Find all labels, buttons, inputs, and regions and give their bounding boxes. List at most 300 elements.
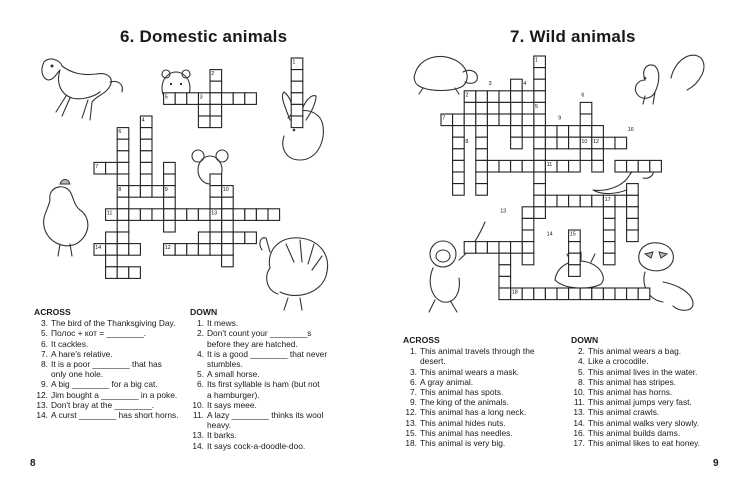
clue-text: This animal wears a mask. bbox=[420, 366, 520, 377]
crossword-cell[interactable] bbox=[557, 160, 569, 172]
crossword-cell[interactable] bbox=[222, 197, 234, 209]
clue-text: This animal wears a bag. bbox=[588, 346, 682, 357]
cell-number: 15 bbox=[569, 231, 576, 238]
crossword-cell[interactable] bbox=[222, 244, 234, 256]
crossword-cell[interactable] bbox=[175, 93, 187, 105]
clue-number: 13. bbox=[405, 417, 417, 428]
crossword-cell[interactable] bbox=[164, 162, 176, 174]
crossword-cell[interactable] bbox=[511, 137, 523, 149]
clue-item bbox=[403, 418, 573, 428]
crossword-cell[interactable] bbox=[210, 174, 222, 186]
clue-number: 1. bbox=[410, 346, 417, 357]
crossword-cell[interactable] bbox=[534, 207, 546, 219]
clue-item bbox=[571, 438, 731, 448]
crossword-cell[interactable] bbox=[140, 139, 152, 151]
crossword-cell[interactable] bbox=[580, 114, 592, 126]
crossword-cell[interactable] bbox=[164, 209, 176, 221]
crossword-cell[interactable] bbox=[511, 126, 523, 138]
crossword-cell[interactable] bbox=[210, 244, 222, 256]
crossword-cell[interactable] bbox=[487, 242, 499, 254]
crossword-cell[interactable] bbox=[117, 139, 129, 151]
crossword-cell[interactable] bbox=[569, 288, 581, 300]
crossword-cell[interactable] bbox=[627, 288, 639, 300]
crossword-cell[interactable] bbox=[627, 195, 639, 207]
crossword-cell[interactable] bbox=[580, 102, 592, 114]
crossword-cell[interactable] bbox=[222, 220, 234, 232]
crossword-cell[interactable] bbox=[603, 218, 615, 230]
crossword-cell[interactable] bbox=[511, 91, 523, 103]
clue-text: This animal hides nuts. bbox=[420, 417, 506, 428]
crossword-cell[interactable] bbox=[222, 232, 234, 244]
crossword-cell[interactable] bbox=[453, 137, 465, 149]
clue-text: It says cock-a-doodle-doo. bbox=[207, 440, 306, 451]
crossword-cell[interactable] bbox=[164, 174, 176, 186]
crossword-cell[interactable] bbox=[580, 288, 592, 300]
clue-number: 13. bbox=[36, 399, 48, 410]
crossword-cell[interactable] bbox=[569, 265, 581, 277]
clue-number: 1. bbox=[197, 318, 204, 329]
crossword-cell[interactable] bbox=[545, 126, 557, 138]
crossword-cell[interactable] bbox=[187, 93, 199, 105]
across-heading: ACROSS bbox=[34, 307, 71, 317]
crossword-cell[interactable] bbox=[117, 162, 129, 174]
crossword-cell[interactable] bbox=[487, 91, 499, 103]
crossword-cell[interactable] bbox=[615, 288, 627, 300]
crossword-cell[interactable] bbox=[175, 244, 187, 256]
clue-text: This animal has needles. bbox=[420, 427, 513, 438]
clue-number bbox=[190, 339, 207, 349]
clue-item bbox=[403, 377, 573, 387]
crossword-cell[interactable] bbox=[534, 149, 546, 161]
crossword-cell[interactable] bbox=[152, 186, 164, 198]
clue-number: 10. bbox=[192, 399, 204, 410]
clue-item bbox=[190, 318, 350, 328]
crossword-cell[interactable] bbox=[210, 220, 222, 232]
cell-number: 12 bbox=[593, 138, 599, 145]
crossword-cell[interactable] bbox=[522, 126, 534, 138]
crossword-cell[interactable] bbox=[592, 126, 604, 138]
crossword-cell[interactable] bbox=[291, 81, 303, 93]
clue-number: 13. bbox=[192, 430, 204, 441]
crossword-cell[interactable] bbox=[291, 116, 303, 128]
across-clues bbox=[403, 335, 573, 448]
crossword-cell[interactable] bbox=[140, 128, 152, 140]
clue-number: 14. bbox=[192, 440, 204, 451]
crossword-cell[interactable] bbox=[627, 218, 639, 230]
clue-item bbox=[190, 328, 350, 338]
crossword-cell[interactable] bbox=[117, 151, 129, 163]
crossword-cell[interactable] bbox=[499, 242, 511, 254]
raccoon-icon bbox=[639, 243, 693, 310]
crossword-cell[interactable] bbox=[117, 174, 129, 186]
clue-text: before they are hatched. bbox=[207, 338, 298, 349]
clue-text: This animal jumps very fast. bbox=[588, 397, 692, 408]
crossword-cell[interactable] bbox=[534, 195, 546, 207]
crossword-cell[interactable] bbox=[499, 265, 511, 277]
cell-number: 2 bbox=[465, 92, 469, 99]
crossword-cell[interactable] bbox=[476, 160, 488, 172]
crossword-cell[interactable] bbox=[117, 267, 129, 279]
crossword-cell[interactable] bbox=[499, 114, 511, 126]
crossword-cell[interactable] bbox=[592, 149, 604, 161]
cell-number: 4 bbox=[141, 117, 145, 124]
crossword-cell[interactable] bbox=[106, 244, 118, 256]
crossword-cell[interactable] bbox=[592, 195, 604, 207]
clue-item bbox=[571, 356, 731, 366]
horse-icon bbox=[42, 59, 122, 120]
crossword-cell[interactable] bbox=[638, 288, 650, 300]
crossword-cell[interactable] bbox=[453, 184, 465, 196]
cell-number: 8 bbox=[465, 138, 469, 145]
crossword-cell[interactable] bbox=[453, 126, 465, 138]
crossword-cell[interactable] bbox=[106, 232, 118, 244]
clue-number: 7. bbox=[41, 348, 48, 359]
crossword-cell[interactable] bbox=[476, 172, 488, 184]
crossword-cell[interactable] bbox=[603, 230, 615, 242]
clue-item bbox=[571, 397, 731, 407]
crossword-cell[interactable] bbox=[476, 91, 488, 103]
crossword-cell[interactable] bbox=[187, 209, 199, 221]
crossword-cell[interactable] bbox=[627, 184, 639, 196]
cell-number: 4 bbox=[523, 80, 527, 87]
crossword-cell[interactable] bbox=[175, 209, 187, 221]
clue-text: It cackles. bbox=[51, 338, 89, 349]
clue-number: 11. bbox=[192, 410, 204, 421]
crossword-cell[interactable] bbox=[233, 93, 245, 105]
clue-text: desert. bbox=[420, 356, 446, 367]
crossword-cell[interactable] bbox=[233, 209, 245, 221]
crossword-cell[interactable] bbox=[511, 242, 523, 254]
right-page bbox=[375, 0, 750, 491]
clue-text: This animal crawls. bbox=[588, 407, 660, 418]
crossword-cell[interactable] bbox=[499, 288, 511, 300]
clue-item bbox=[571, 418, 731, 428]
crossword-cell[interactable] bbox=[117, 209, 129, 221]
crossword-cell[interactable] bbox=[627, 160, 639, 172]
cell-number: 14 bbox=[95, 245, 102, 252]
crossword-cell[interactable] bbox=[569, 253, 581, 265]
clue-item bbox=[403, 367, 573, 377]
crossword-cell[interactable] bbox=[487, 114, 499, 126]
clue-number bbox=[190, 420, 207, 430]
crossword-cell[interactable] bbox=[453, 149, 465, 161]
hen-icon bbox=[44, 180, 88, 257]
crossword-cell[interactable] bbox=[534, 79, 546, 91]
crossword-cell[interactable] bbox=[198, 104, 210, 116]
crossword-cell[interactable] bbox=[580, 195, 592, 207]
crossword-cell[interactable] bbox=[499, 160, 511, 172]
cell-number: 2 bbox=[211, 71, 215, 78]
crossword-cell[interactable] bbox=[569, 242, 581, 254]
clue-text: A big ________ for a big cat. bbox=[51, 379, 158, 390]
crossword-cell[interactable] bbox=[638, 160, 650, 172]
crossword-cell[interactable] bbox=[464, 102, 476, 114]
crossword-cell[interactable] bbox=[106, 255, 118, 267]
crossword-cell[interactable] bbox=[534, 68, 546, 80]
clue-number: 5. bbox=[41, 328, 48, 339]
clue-number: 11. bbox=[573, 397, 585, 408]
crossword-cell[interactable] bbox=[615, 160, 627, 172]
crossword-cell[interactable] bbox=[198, 244, 210, 256]
crossword-cell[interactable] bbox=[511, 160, 523, 172]
clue-number: 3. bbox=[410, 366, 417, 377]
clue-item bbox=[190, 379, 350, 389]
crossword-cell[interactable] bbox=[129, 209, 141, 221]
crossword-cell[interactable] bbox=[650, 160, 662, 172]
down-heading: DOWN bbox=[571, 335, 599, 345]
crossword-cell[interactable] bbox=[129, 267, 141, 279]
crossword-cell[interactable] bbox=[557, 195, 569, 207]
clue-text: This animal likes to eat honey. bbox=[588, 438, 701, 449]
crossword-cell[interactable] bbox=[210, 186, 222, 198]
crossword-cell[interactable] bbox=[476, 126, 488, 138]
crossword-cell[interactable] bbox=[522, 288, 534, 300]
crossword-cell[interactable] bbox=[522, 207, 534, 219]
crossword-cell[interactable] bbox=[464, 114, 476, 126]
clue-item bbox=[34, 390, 184, 400]
monkey-icon bbox=[429, 222, 485, 312]
clue-number: 15. bbox=[405, 427, 417, 438]
crossword-cell[interactable] bbox=[592, 160, 604, 172]
cell-number: 18 bbox=[511, 289, 518, 296]
crossword-cell[interactable] bbox=[210, 116, 222, 128]
crossword-cell[interactable] bbox=[164, 197, 176, 209]
crossword-cell[interactable] bbox=[603, 288, 615, 300]
crossword-cell[interactable] bbox=[522, 114, 534, 126]
crossword-cell[interactable] bbox=[487, 102, 499, 114]
clue-text: The bird of the Thanksgiving Day. bbox=[51, 318, 176, 329]
crossword-cell[interactable] bbox=[222, 93, 234, 105]
clue-number: 6. bbox=[41, 338, 48, 349]
clue-text: This animal travels through the bbox=[420, 346, 535, 357]
clue-item bbox=[403, 346, 573, 356]
crossword-cell[interactable] bbox=[198, 116, 210, 128]
turtle-icon bbox=[414, 56, 477, 94]
clue-text: It barks. bbox=[207, 430, 237, 441]
clue-text: A curst ________ has short horns. bbox=[51, 410, 179, 421]
clue-item bbox=[403, 438, 573, 448]
crossword-cell[interactable] bbox=[499, 102, 511, 114]
crossword-cell[interactable] bbox=[233, 232, 245, 244]
crossword-cell[interactable] bbox=[557, 288, 569, 300]
cell-number: 13 bbox=[500, 208, 507, 215]
crossword-cell[interactable] bbox=[534, 137, 546, 149]
crossword-cell[interactable] bbox=[245, 209, 257, 221]
crossword-cell[interactable] bbox=[464, 242, 476, 254]
crossword-cell[interactable] bbox=[187, 244, 199, 256]
crossword-cell[interactable] bbox=[511, 102, 523, 114]
crossword-cell[interactable] bbox=[140, 162, 152, 174]
clue-text: Like a crocodile. bbox=[588, 356, 649, 367]
clue-text: A small horse. bbox=[207, 369, 260, 380]
crossword-cell[interactable] bbox=[476, 137, 488, 149]
cell-number: 6 bbox=[581, 92, 585, 99]
crossword-cell[interactable] bbox=[453, 172, 465, 184]
crossword-cell[interactable] bbox=[291, 93, 303, 105]
crossword-cell[interactable] bbox=[511, 79, 523, 91]
cell-number: 11 bbox=[106, 210, 113, 217]
clue-item bbox=[571, 387, 731, 397]
crossword-cell[interactable] bbox=[106, 162, 118, 174]
clue-text: Jim bought a ________ in a poke. bbox=[51, 389, 178, 400]
crossword-cell[interactable] bbox=[603, 137, 615, 149]
crossword-cell[interactable] bbox=[534, 288, 546, 300]
clue-item bbox=[34, 359, 184, 369]
crossword-cell[interactable] bbox=[210, 197, 222, 209]
crossword-cell[interactable] bbox=[198, 232, 210, 244]
clue-text: It mews. bbox=[207, 318, 239, 329]
clue-number: 8. bbox=[41, 359, 48, 370]
crossword-cell[interactable] bbox=[534, 126, 546, 138]
clue-item bbox=[571, 367, 731, 377]
clue-number: 14. bbox=[36, 410, 48, 421]
crossword-cell[interactable] bbox=[291, 70, 303, 82]
crossword-cell[interactable] bbox=[476, 149, 488, 161]
crossword-cell[interactable] bbox=[499, 91, 511, 103]
crossword-cell[interactable] bbox=[210, 93, 222, 105]
crossword-cell[interactable] bbox=[499, 253, 511, 265]
crossword-cell[interactable] bbox=[487, 160, 499, 172]
crossword-cell[interactable] bbox=[522, 218, 534, 230]
crossword-cell[interactable] bbox=[210, 104, 222, 116]
crossword-cell[interactable] bbox=[245, 93, 257, 105]
crossword-cell[interactable] bbox=[499, 276, 511, 288]
across-heading: ACROSS bbox=[403, 335, 440, 345]
clue-number: 12. bbox=[36, 389, 48, 400]
clue-item bbox=[190, 441, 350, 451]
crossword-cell[interactable] bbox=[152, 209, 164, 221]
crossword-cell[interactable] bbox=[522, 253, 534, 265]
crossword-cell[interactable] bbox=[476, 102, 488, 114]
cell-number: 12 bbox=[164, 245, 171, 252]
crossword-cell[interactable] bbox=[117, 244, 129, 256]
crossword-cell[interactable] bbox=[603, 253, 615, 265]
crossword-cell[interactable] bbox=[522, 91, 534, 103]
crossword-cell[interactable] bbox=[222, 255, 234, 267]
clue-number: 9. bbox=[410, 397, 417, 408]
crossword-cell[interactable] bbox=[569, 195, 581, 207]
crossword-cell[interactable] bbox=[522, 160, 534, 172]
cell-number: 5 bbox=[164, 94, 168, 101]
crossword-cell[interactable] bbox=[615, 195, 627, 207]
clue-number: 2. bbox=[578, 346, 585, 357]
clue-text: heavy. bbox=[207, 420, 232, 431]
clue-number bbox=[34, 369, 51, 379]
crossword-cell[interactable] bbox=[117, 220, 129, 232]
clue-number: 16. bbox=[573, 427, 585, 438]
clue-item bbox=[34, 339, 184, 349]
squirrel-icon bbox=[635, 55, 703, 104]
crossword-cell[interactable] bbox=[245, 232, 257, 244]
clue-item bbox=[190, 339, 350, 349]
crossword-cell[interactable] bbox=[140, 151, 152, 163]
crossword-cell[interactable] bbox=[569, 160, 581, 172]
clue-item bbox=[571, 377, 731, 387]
clue-item bbox=[190, 349, 350, 359]
clue-text: stumbles. bbox=[207, 359, 243, 370]
clue-number: 5. bbox=[197, 369, 204, 380]
crossword-cell[interactable] bbox=[129, 244, 141, 256]
crossword-cell[interactable] bbox=[210, 232, 222, 244]
cell-number: 16 bbox=[627, 127, 634, 134]
clue-item bbox=[34, 379, 184, 389]
crossword-cell[interactable] bbox=[106, 267, 118, 279]
page-number: 9 bbox=[713, 458, 719, 469]
crossword-cell[interactable] bbox=[210, 81, 222, 93]
crossword-cell[interactable] bbox=[580, 149, 592, 161]
crossword-cell[interactable] bbox=[545, 195, 557, 207]
crossword-cell[interactable] bbox=[140, 209, 152, 221]
crossword-cell[interactable] bbox=[603, 207, 615, 219]
cell-number: 8 bbox=[118, 187, 122, 194]
crossword-cell[interactable] bbox=[117, 232, 129, 244]
crossword-cell[interactable] bbox=[522, 230, 534, 242]
crossword-cell[interactable] bbox=[268, 209, 280, 221]
crossword-cell[interactable] bbox=[557, 137, 569, 149]
crossword-cell[interactable] bbox=[476, 114, 488, 126]
crossword-cell[interactable] bbox=[627, 207, 639, 219]
page-title: 7. Wild animals bbox=[510, 27, 636, 46]
crossword-cell[interactable] bbox=[627, 230, 639, 242]
crossword-cell[interactable] bbox=[534, 160, 546, 172]
crossword-cell[interactable] bbox=[545, 137, 557, 149]
crossword-cell[interactable] bbox=[522, 242, 534, 254]
clue-item bbox=[571, 407, 731, 417]
clue-item bbox=[190, 390, 350, 400]
clue-text: This animal has stripes. bbox=[588, 376, 676, 387]
crossword-cell[interactable] bbox=[511, 114, 523, 126]
crossword-cell[interactable] bbox=[545, 288, 557, 300]
crossword-cell[interactable] bbox=[534, 114, 546, 126]
crossword-cell[interactable] bbox=[140, 174, 152, 186]
crossword-cell[interactable] bbox=[476, 242, 488, 254]
crossword-cell[interactable] bbox=[534, 172, 546, 184]
crossword-cell[interactable] bbox=[615, 137, 627, 149]
crossword-cell[interactable] bbox=[198, 209, 210, 221]
crossword-cell[interactable] bbox=[140, 186, 152, 198]
cell-number: 7 bbox=[95, 164, 99, 170]
clue-item bbox=[34, 318, 184, 328]
crossword-cell[interactable] bbox=[453, 160, 465, 172]
clue-number: 8. bbox=[578, 376, 585, 387]
crossword-cell[interactable] bbox=[534, 184, 546, 196]
turkey-icon bbox=[260, 238, 328, 310]
crossword-cell[interactable] bbox=[580, 126, 592, 138]
crossword-cell[interactable] bbox=[117, 197, 129, 209]
clue-number: 5. bbox=[578, 366, 585, 377]
crossword-cell[interactable] bbox=[534, 91, 546, 103]
clue-text: It is a poor ________ that has bbox=[51, 359, 162, 370]
crossword-cell[interactable] bbox=[129, 186, 141, 198]
crossword-cell[interactable] bbox=[164, 220, 176, 232]
crossword-cell[interactable] bbox=[557, 126, 569, 138]
crossword-cell[interactable] bbox=[476, 184, 488, 196]
crossword-cell[interactable] bbox=[592, 288, 604, 300]
crossword-cell[interactable] bbox=[453, 114, 465, 126]
crossword-cell[interactable] bbox=[603, 242, 615, 254]
clue-text: Its first syllable is ham (but not bbox=[207, 379, 320, 390]
crossword-cell[interactable] bbox=[569, 137, 581, 149]
clue-number: 6. bbox=[197, 379, 204, 390]
crossword-cell[interactable] bbox=[569, 126, 581, 138]
crossword-cell[interactable] bbox=[291, 104, 303, 116]
clue-item bbox=[190, 410, 350, 420]
cell-number: 10 bbox=[581, 138, 588, 145]
crossword-cell[interactable] bbox=[222, 209, 234, 221]
cell-number: 6 bbox=[118, 129, 122, 136]
cell-number: 9 bbox=[164, 187, 168, 194]
crossword-cell[interactable] bbox=[256, 209, 268, 221]
